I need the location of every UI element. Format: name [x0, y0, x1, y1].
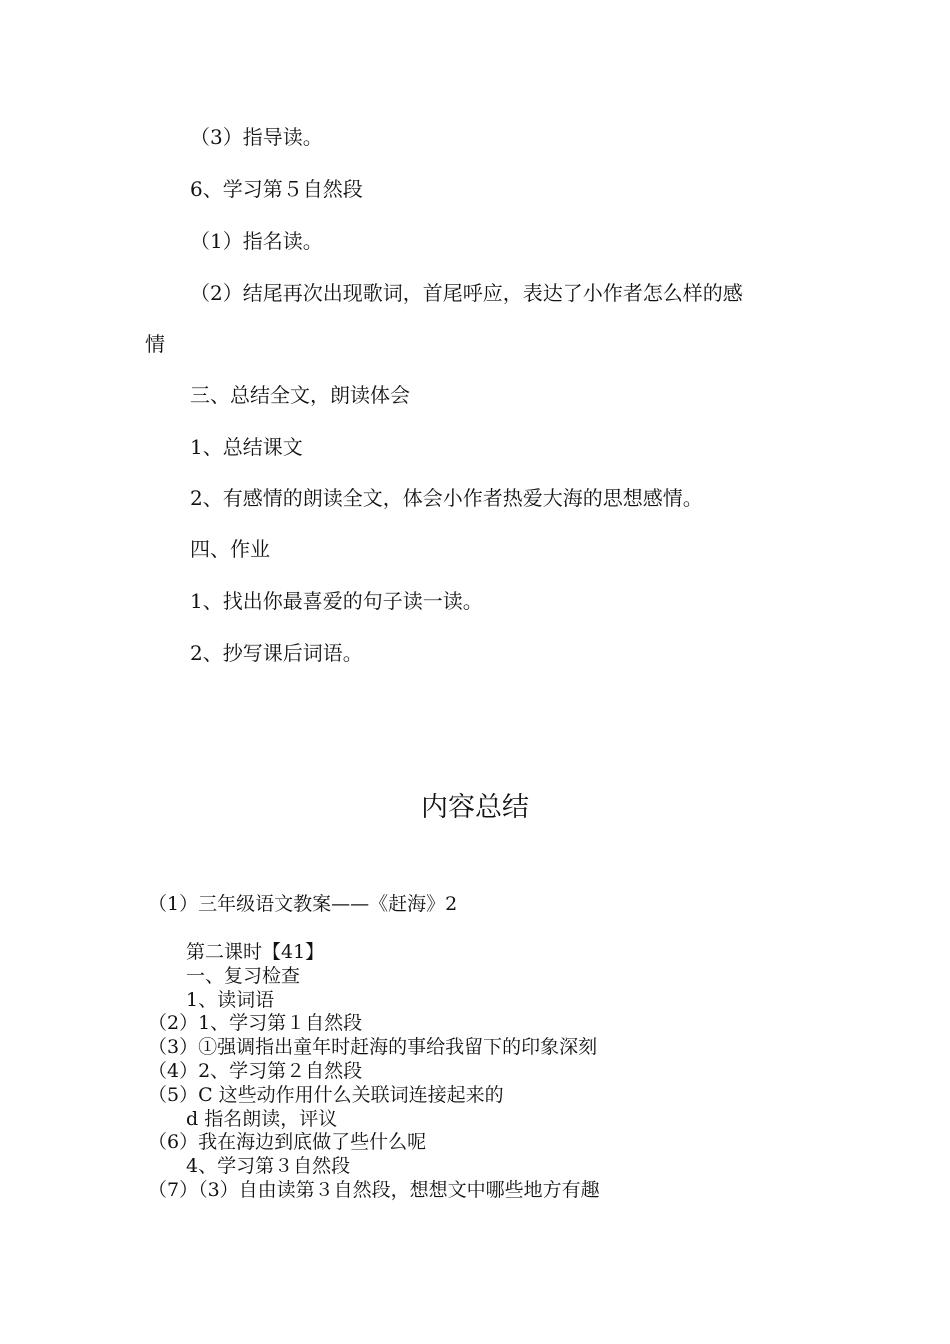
summary-line: （6）我在海边到底做了些什么呢	[148, 1131, 427, 1153]
summary-line: （3）①强调指出童年时赶海的事给我留下的印象深刻	[148, 1036, 598, 1058]
section-heading: 三、总结全文，朗读体会	[190, 383, 410, 407]
body-paragraph: 1、总结课文	[190, 435, 303, 459]
summary-line: （1）三年级语文教案——《赶海》2	[148, 893, 458, 915]
summary-line: （7）（3）自由读第３自然段，想想文中哪些地方有趣	[148, 1179, 600, 1201]
body-paragraph: 2、抄写课后词语。	[190, 641, 363, 665]
summary-line: 一、复习检查	[186, 965, 301, 987]
summary-line: d 指名朗读，评议	[186, 1108, 338, 1130]
summary-line: 4、学习第３自然段	[186, 1155, 351, 1177]
body-paragraph: （2）结尾再次出现歌词，首尾呼应，表达了小作者怎么样的感	[190, 281, 743, 305]
body-paragraph: 情	[145, 332, 165, 356]
summary-line: 第二课时【41】	[186, 941, 325, 963]
section-heading: 四、作业	[190, 537, 270, 561]
summary-line: （5）C 这些动作用什么关联词连接起来的	[148, 1084, 504, 1106]
body-paragraph: 6、学习第５自然段	[190, 177, 363, 201]
summary-title: 内容总结	[421, 792, 529, 823]
summary-line: 1、读词语	[186, 989, 275, 1011]
summary-line: （2）1、学习第１自然段	[148, 1012, 363, 1034]
body-paragraph: （3）指导读。	[190, 125, 323, 149]
body-paragraph: （1）指名读。	[190, 229, 323, 253]
body-paragraph: 1、找出你最喜爱的句子读一读。	[190, 589, 483, 613]
summary-line: （4）2、学习第２自然段	[148, 1060, 363, 1082]
body-paragraph: 2、有感情的朗读全文，体会小作者热爱大海的思想感情。	[190, 486, 703, 510]
